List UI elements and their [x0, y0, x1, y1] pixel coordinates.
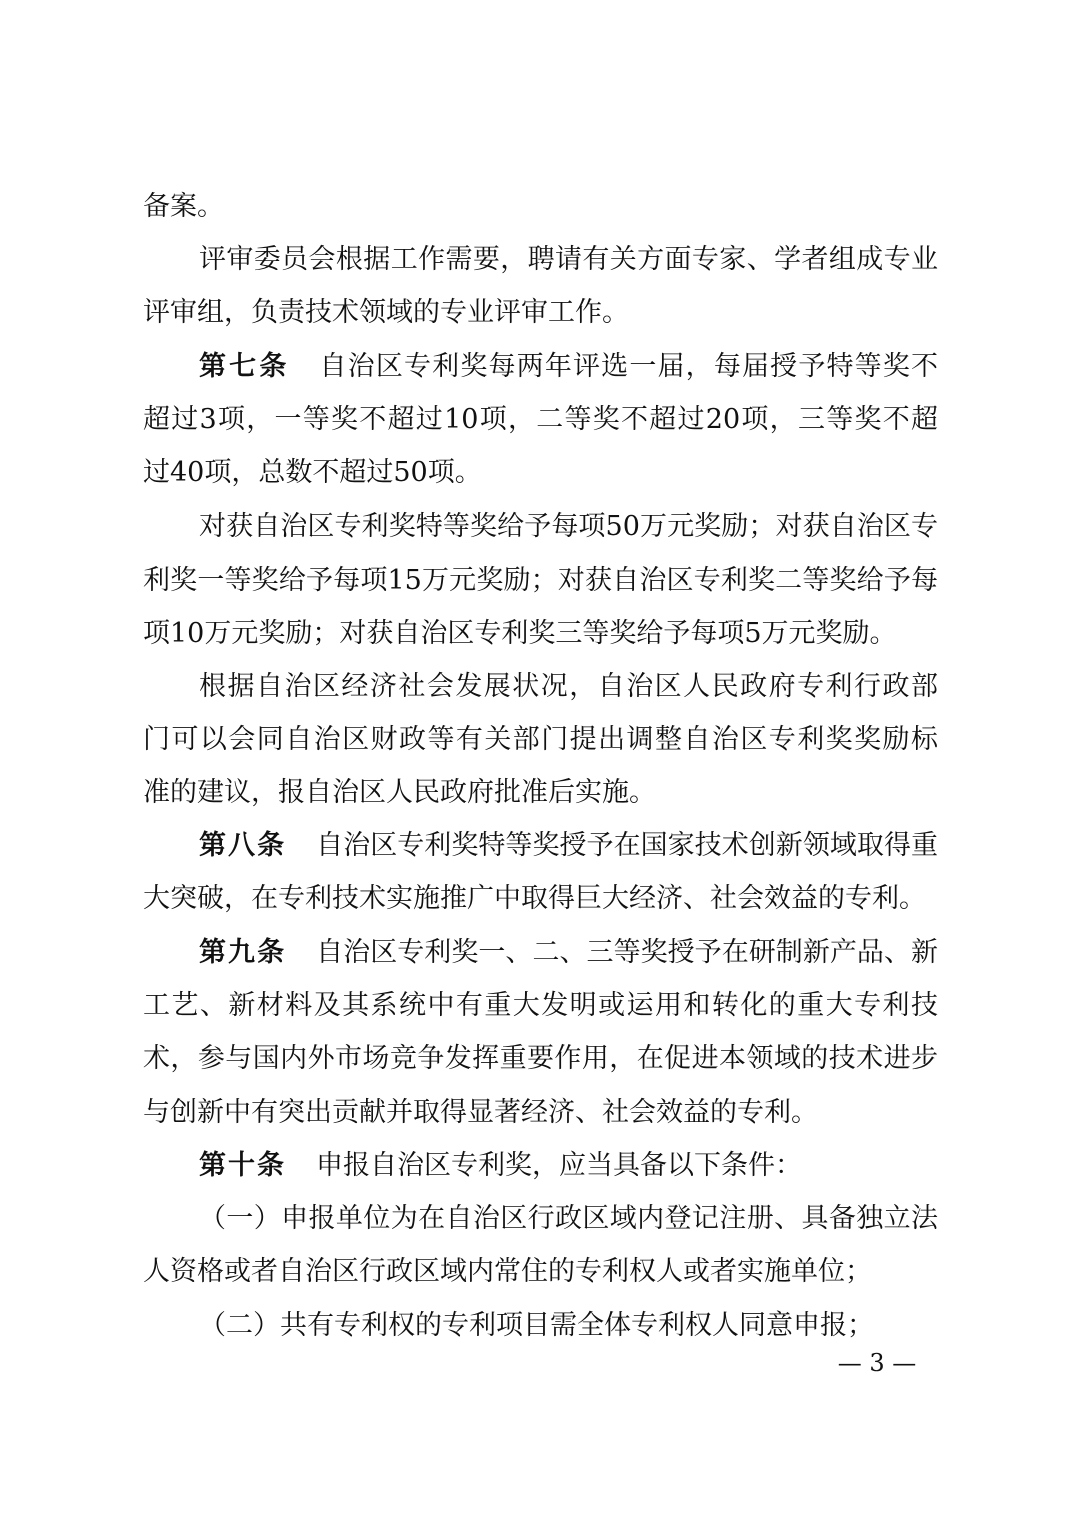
article-nine-text: 自治区专利奖一、二、三等奖授予在研制新产品、新: [316, 937, 938, 968]
article-seven-title: 第七条: [199, 351, 290, 382]
text-line: 过40项，总数不超过50项。: [143, 457, 482, 488]
text-line: 准的建议，报自治区人民政府批准后实施。: [143, 777, 656, 808]
text-line: （二）共有专利权的专利项目需全体专利权人同意申报；: [199, 1310, 874, 1341]
text-line: 根据自治区经济社会发展状况，自治区人民政府专利行政部: [199, 671, 938, 702]
text-line: 工艺、新材料及其系统中有重大发明或运用和转化的重大专利技: [143, 990, 938, 1021]
article-eight-text: 自治区专利奖特等奖授予在国家技术创新领域取得重: [316, 830, 938, 861]
article-ten-line: [199, 1146, 938, 1186]
text-line: 项10万元奖励；对获自治区专利奖三等奖给予每项5万元奖励。: [143, 618, 897, 649]
text-line: 评审委员会根据工作需要，聘请有关方面专家、学者组成专业: [199, 244, 938, 275]
article-nine-line: [199, 933, 938, 973]
text-line: 超过3项，一等奖不超过10项，二等奖不超过20项，三等奖不超: [143, 404, 938, 435]
text-line: 利奖一等奖给予每项15万元奖励；对获自治区专利奖二等奖给予每: [143, 565, 938, 596]
text-line: 评审组，负责技术领域的专业评审工作。: [143, 297, 629, 328]
text-line: 与创新中有突出贡献并取得显著经济、社会效益的专利。: [143, 1097, 818, 1128]
text-line: 术，参与国内外市场竞争发挥重要作用，在促进本领域的技术进步: [143, 1043, 938, 1074]
text-line: 对获自治区专利奖特等奖给予每项50万元奖励；对获自治区专: [199, 511, 938, 542]
article-nine-title: 第九条: [199, 937, 287, 968]
text-line: 人资格或者自治区行政区域内常住的专利权人或者实施单位；: [143, 1256, 872, 1287]
article-seven-text: 自治区专利奖每两年评选一届，每届授予特等奖不: [319, 351, 938, 382]
text-line: 备案。: [143, 191, 224, 222]
article-ten-title: 第十条: [199, 1150, 286, 1181]
page-number: — 3 —: [837, 1349, 917, 1377]
text-line: 大突破，在专利技术实施推广中取得巨大经济、社会效益的专利。: [143, 883, 926, 914]
article-eight-title: 第八条: [199, 830, 287, 861]
article-ten-text: 申报自治区专利奖，应当具备以下条件：: [316, 1150, 802, 1181]
article-eight-line: [199, 826, 938, 866]
text-line: （一）申报单位为在自治区行政区域内登记注册、具备独立法: [199, 1203, 938, 1234]
text-line: 门可以会同自治区财政等有关部门提出调整自治区专利奖奖励标: [143, 724, 938, 755]
article-seven-line: [199, 347, 938, 387]
